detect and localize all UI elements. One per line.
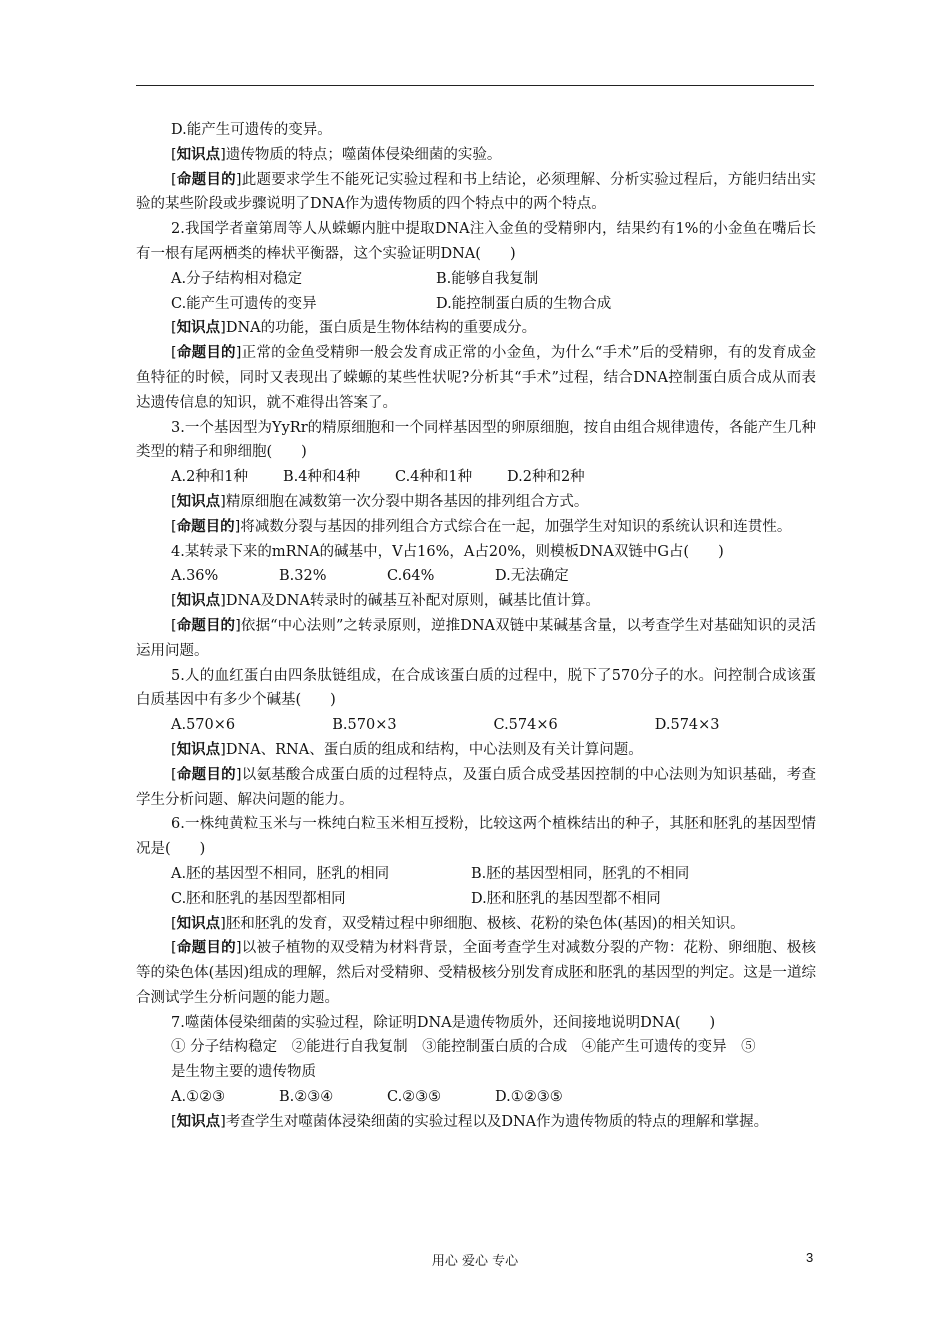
knowledge-text: 胚和胚乳的发育，双受精过程中卵细胞、极核、花粉的染色体(基因)的相关知识。 xyxy=(225,915,745,932)
knowledge-tag: [ 知识点 ] xyxy=(171,742,226,758)
q6-knowledge-point xyxy=(136,912,816,937)
q3-knowledge-point xyxy=(136,490,816,515)
q2-option-b: B.能够自我复制 xyxy=(436,270,539,287)
q2-option-a: A.分子结构相对稳定 xyxy=(171,270,303,287)
q2-option-d: D.能控制蛋白质的生物合成 xyxy=(436,295,612,312)
q2-option-c: C.能产生可遗传的变异 xyxy=(171,295,317,312)
q3-option-d: D.2种和2种 xyxy=(507,469,585,486)
question-4: 4.某转录下来的mRNA的碱基中，V占16%，A占20%，则模板DNA双链中G占( ) xyxy=(171,543,724,560)
knowledge-text: DNA及DNA转录时的碱基互补配对原则，碱基比值计算。 xyxy=(225,593,600,610)
q2-options-row1 xyxy=(136,267,816,292)
question-2: 2.我国学者童第周等人从蝾螈内脏中提取DNA注入金鱼的受精卵内，结果约有1%的小金鱼在嘴后长有一根有尾两栖类的棒状平衡器，这个实验证明DNA( ) xyxy=(136,221,816,262)
header-rule xyxy=(136,85,814,86)
purpose-text: 依据“中心法则”之转录原则，逆推DNA双链中某碱基含量，以考查学生对基础知识的灵活运用问题。 xyxy=(136,617,817,659)
q6-option-c: C.胚和胚乳的基因型都相同 xyxy=(171,890,346,907)
knowledge-tag: [ 知识点 ] xyxy=(171,593,226,609)
q3-option-a: A.2种和1种 xyxy=(171,469,249,486)
purpose-text: 此题要求学生不能死记实验过程和书上结论，必须理解、分析实验过程后，方能归结出实验的某些阶段或步骤说明了DNA作为遗传物质的四个特点中的两个特点。 xyxy=(136,171,816,213)
question-6: 6.一株纯黄粒玉米与一株纯白粒玉米相互授粉，比较这两个植株结出的种子，其胚和胚乳的基因型情况是( ) xyxy=(136,816,816,858)
purpose-text: 将减数分裂与基因的排列组合方式综合在一起，加强学生对知识的系统认识和连贯性。 xyxy=(240,518,792,535)
q5-options xyxy=(136,713,816,738)
knowledge-text: DNA的功能，蛋白质是生物体结构的重要成分。 xyxy=(225,320,537,337)
purpose-tag: [ 命题目的 ] xyxy=(171,618,241,634)
purpose-tag: [ 命题目的 ] xyxy=(136,172,242,188)
knowledge-text: 精原细胞在减数第一次分裂中期各基因的排列组合方式。 xyxy=(225,493,589,510)
q6-options-row1 xyxy=(136,862,816,887)
purpose-text: 以被子植物的双受精为材料背景，全面考查学生对减数分裂的产物：花粉、卵细胞、极核等的染色体(基因)组成的理解，然后对受精卵、受精极核分别发育成胚和胚乳的基因型的判定。这是一道综合测试学生分析问题的能力题。 xyxy=(136,940,816,1006)
page-number: 3 xyxy=(806,1250,814,1265)
footer-motto: 用心 爱心 专心 xyxy=(431,1254,519,1269)
knowledge-tag: [ 知识点 ] xyxy=(171,1114,226,1130)
purpose-text: 正常的金鱼受精卵一般会发育成正常的小金鱼，为什么“手术”后的受精卵，有的发育成金鱼特征的时候，同时又表现出了蝾螈的某些性状呢?分析其“手术”过程，结合DNA控制蛋白质合成从而表达遗传信息的知识，就不难得出答案了。 xyxy=(136,345,816,411)
purpose-tag: [ 命题目的 ] xyxy=(171,519,240,535)
q1-option-d: D.能产生可遗传的变异。 xyxy=(171,122,332,138)
q7-option-a: A.①②③ xyxy=(171,1089,226,1106)
q2-purpose xyxy=(136,341,816,415)
purpose-text: 以氨基酸合成蛋白质的过程特点，及蛋白质合成受基因控制的中心法则为知识基础，考查学生分析问题、解决问题的能力。 xyxy=(136,766,816,808)
knowledge-text: DNA、RNA、蛋白质的组成和结构，中心法则及有关计算问题。 xyxy=(225,741,643,758)
q4-option-a: A.36% xyxy=(171,568,219,585)
q6-options-row2 xyxy=(136,887,816,912)
knowledge-text: 遗传物质的特点；噬菌体侵染细菌的实验。 xyxy=(225,146,502,163)
q5-purpose xyxy=(136,763,816,813)
document-body xyxy=(136,118,816,1135)
q6-purpose xyxy=(136,936,816,1010)
knowledge-tag: [ 知识点 ] xyxy=(171,494,226,510)
q7-option-b: B.②③④ xyxy=(279,1089,334,1106)
knowledge-tag: [ 知识点 ] xyxy=(171,320,226,336)
q1-knowledge-point xyxy=(136,143,816,168)
question-7: 7.噬菌体侵染细菌的实验过程，除证明DNA是遗传物质外，还间接地说明DNA( ) xyxy=(171,1014,716,1031)
q5-option-b: B.570×3 xyxy=(332,717,397,734)
q6-option-a: A.胚的基因型不相同，胚乳的相同 xyxy=(171,865,390,882)
q4-purpose xyxy=(136,614,816,664)
q4-options xyxy=(136,564,816,589)
q6-option-d: D.胚和胚乳的基因型都不相同 xyxy=(471,890,661,907)
q3-options xyxy=(136,465,816,490)
q7-option-d: D.①②③⑤ xyxy=(495,1089,563,1106)
q5-knowledge-point xyxy=(136,738,816,763)
q7-knowledge-point xyxy=(136,1110,816,1135)
q5-option-c: C.574×6 xyxy=(493,717,558,734)
q7-statement-5: 是生物主要的遗传物质 xyxy=(171,1064,316,1081)
q3-purpose xyxy=(136,515,816,540)
q6-option-b: B.胚的基因型相同，胚乳的不相同 xyxy=(471,865,690,882)
q3-option-b: B.4种和4种 xyxy=(283,469,361,486)
q7-option-c: C.②③⑤ xyxy=(387,1089,442,1106)
knowledge-text: 考查学生对噬菌体浸染细菌的实验过程以及DNA作为遗传物质的特点的理解和掌握。 xyxy=(225,1113,769,1130)
purpose-tag: [ 命题目的 ] xyxy=(171,940,242,956)
q5-option-a: A.570×6 xyxy=(171,717,236,734)
q2-knowledge-point xyxy=(136,316,816,341)
q4-option-c: C.64% xyxy=(387,568,435,585)
q5-option-d: D.574×3 xyxy=(654,717,720,734)
purpose-tag: [ 命题目的 ] xyxy=(171,767,242,783)
knowledge-tag: [ 知识点 ] xyxy=(171,916,226,932)
q3-option-c: C.4种和1种 xyxy=(395,469,473,486)
question-3: 3.一个基因型为YyRr的精原细胞和一个同样基因型的卵原细胞，按自由组合规律遗传，各能产生几种类型的精子和卵细胞( ) xyxy=(136,419,816,461)
q4-option-d: D.无法确定 xyxy=(495,568,569,585)
q7-options xyxy=(136,1085,816,1110)
q4-option-b: B.32% xyxy=(279,568,327,585)
knowledge-tag: [ 知识点 ] xyxy=(171,147,226,163)
question-5: 5.人的血红蛋白由四条肽链组成，在合成该蛋白质的过程中，脱下了570分子的水。问控制合成该蛋白质基因中有多少个碱基( ) xyxy=(136,667,816,709)
q4-knowledge-point xyxy=(136,589,816,614)
q2-options-row2 xyxy=(136,292,816,317)
q1-purpose xyxy=(136,168,816,218)
purpose-tag: [ 命题目的 ] xyxy=(171,345,241,361)
q7-statements: ① 分子结构稳定 ②能进行自我复制 ③能控制蛋白质的合成 ④能产生可遗传的变异 ⑤ xyxy=(171,1039,756,1056)
